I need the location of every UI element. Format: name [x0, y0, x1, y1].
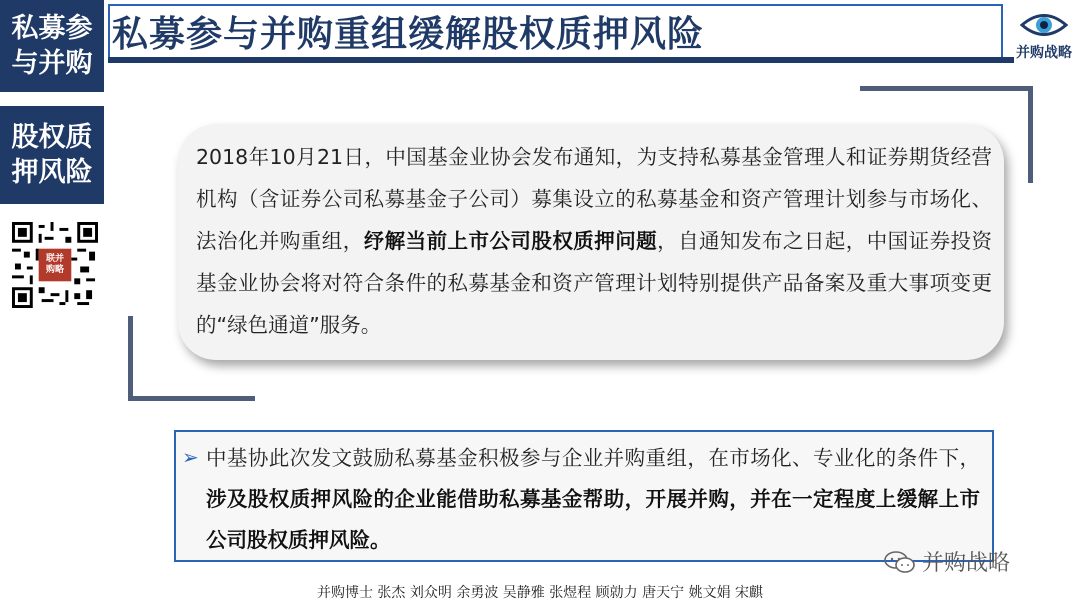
brand-logo-text: 并购战略 — [1016, 45, 1072, 61]
bullet-text-part1: 中基协此次发文鼓励私募基金积极参与企业并购重组，在市场化、专业化的条件下， — [206, 446, 980, 470]
wechat-watermark-text: 并购战略 — [922, 551, 1011, 576]
main-text-part2: ，自通知发布之日起，中国证券投资基金业协会将对符合条件的私募基金和资产管理计划特别提供产品备案及重大事项变更的“绿色通道”服务。 — [196, 229, 993, 337]
wechat-icon — [884, 550, 916, 574]
sidebar-tag-ma — [0, 0, 104, 92]
qr-code — [12, 222, 98, 308]
main-paragraph — [196, 136, 992, 346]
qr-badge: 联并购略 — [45, 254, 64, 275]
page-title: 私募参与并购重组缓解股权质押风险 — [112, 14, 705, 55]
sidebar-tag-ma-label: 私募参与并购 — [11, 13, 93, 79]
bullet-arrow-icon: ➢ — [182, 445, 199, 469]
title-underline — [108, 57, 1014, 63]
main-text-bold: 纾解当前上市公司股权质押问题 — [363, 229, 658, 253]
bullet-paragraph — [206, 438, 980, 561]
bullet-text-bold: 涉及股权质押风险的企业能借助私募基金帮助，开展并购，并在一定程度上缓解上市公司股权质押风险。 — [206, 487, 980, 552]
eye-logo-icon — [1020, 10, 1068, 40]
sidebar-tag-pledge-risk — [0, 106, 104, 204]
wechat-watermark — [884, 546, 1010, 577]
main-text-part1: 2018年10月21日，中国基金业协会发布通知，为支持私募基金管理人和证券期货经营机构（含证券公司私募基金子公司）募集设立的私募基金和资产管理计划参与市场化、法治化并购重组， — [196, 145, 992, 253]
sidebar-tag-pledge-risk-label: 股权质押风险 — [11, 122, 93, 188]
footer-authors: 并购博士 张杰 刘众明 余勇波 吴静雅 张煜程 顾勍力 唐天宁 姚文娟 宋麒 — [316, 585, 764, 601]
